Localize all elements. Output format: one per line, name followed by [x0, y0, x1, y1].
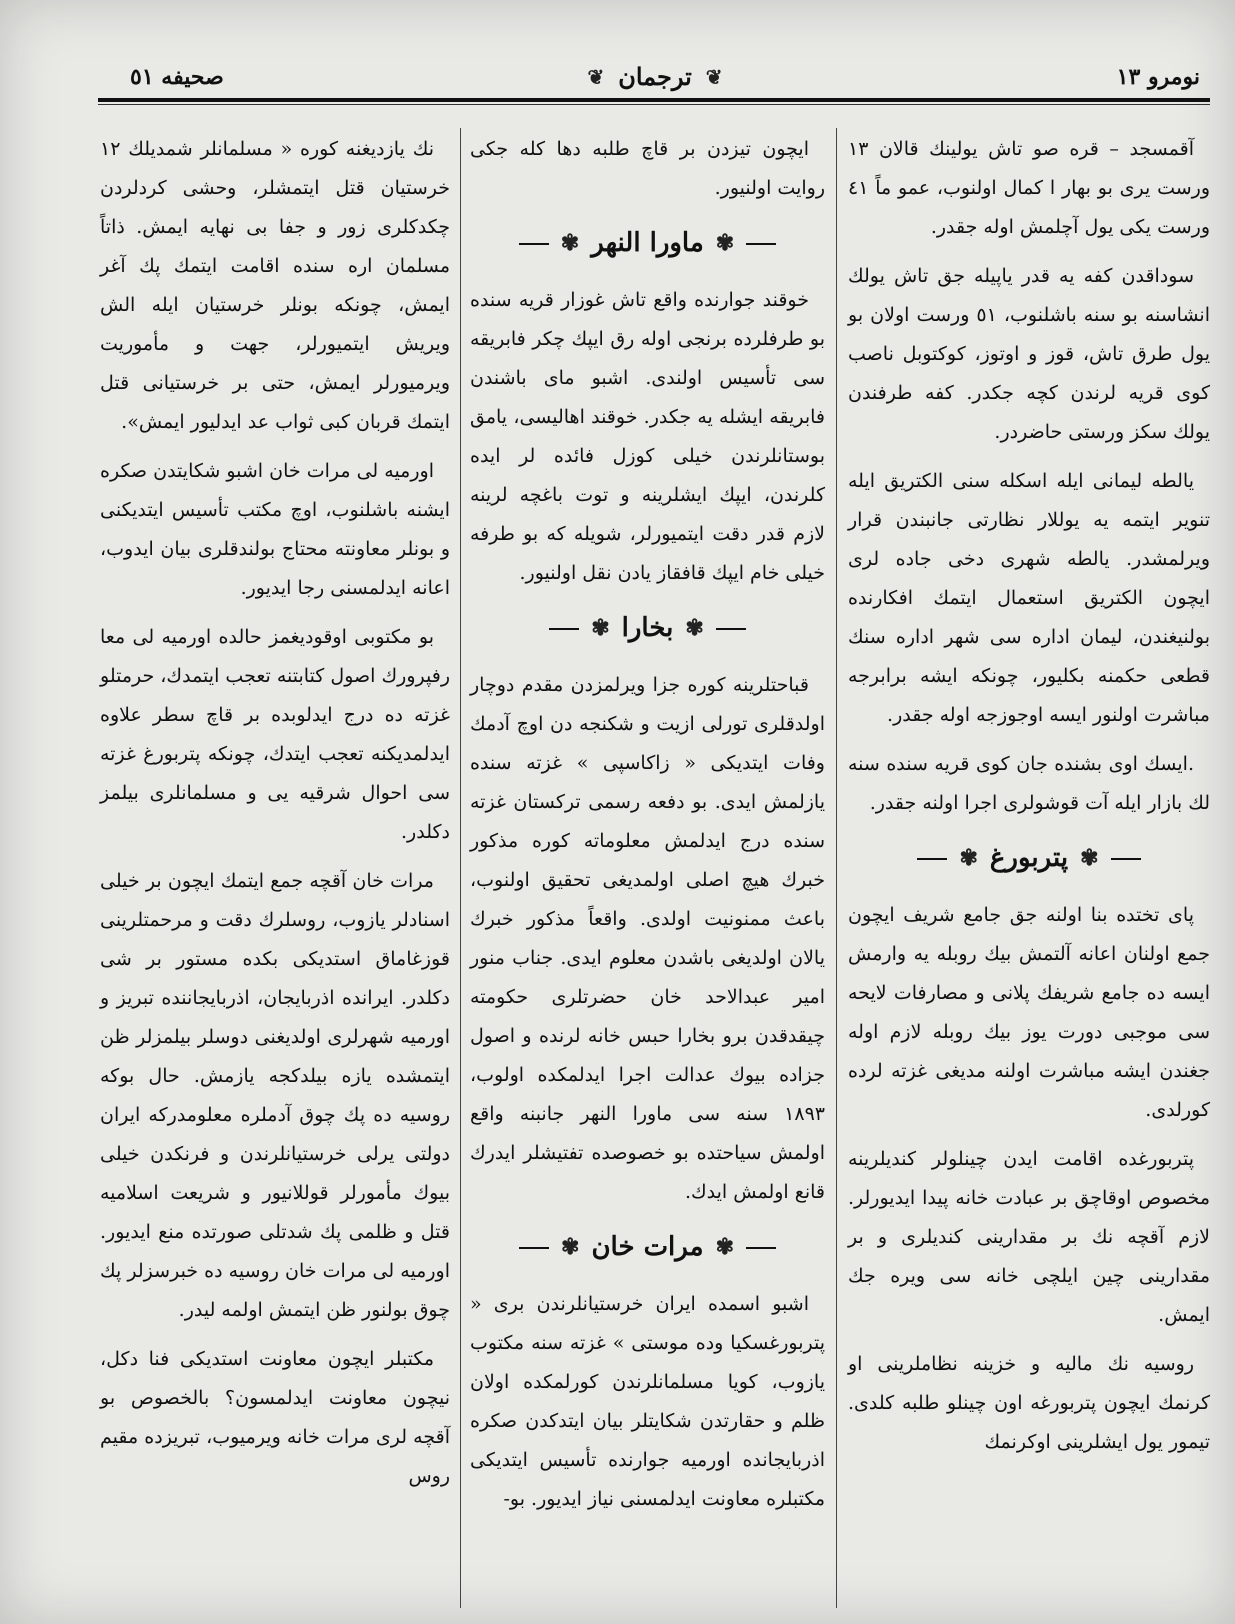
article-paragraph: پتربورغده اقامت ايدن چينلولر كنديلرينه مخصوص اوقاچق بر عبادت خانه پيدا ايديورلر. لازم آقچه نك بر مقدارينى كنديلرى و بر مقدارينى چين ايلچى خانه سى ويره جك ايمش.	[848, 1148, 1210, 1326]
ornament-icon: ✾	[1080, 845, 1099, 871]
section-heading	[848, 839, 1210, 878]
ornament-icon: ✾	[560, 230, 580, 256]
column-right	[848, 130, 1210, 1610]
column-divider	[460, 128, 461, 1608]
section-heading	[470, 1228, 825, 1267]
header-rule-thin	[98, 104, 1210, 105]
section-title: بخارا	[621, 613, 674, 643]
article-paragraph: اشبو اسمده ايران خرستيانلرندن برى « پتربورغسكيا وده موستى » غزته سنه مكتوب يازوب، كويا مسلمانلرندن كورلمكده اولان ظلم و حقارتدن شكايتلر بيان ايتدكدن صكره اذربايجانده اورميه جوارنده تأسيس ايتديكى مكتبلره معاونت ايدلمسنى نياز ايديور. بو-	[470, 1293, 825, 1510]
article-paragraph: خوقند جوارنده واقع تاش غوزار قريه سنده بو طرفلرده برنجى اوله رق ايپك چكر فابريقه سى تأسيس اولندى. اشبو ماى باشندن فابريقه ايشله يه جكدر. خوقند اهاليسى، يامق بوستانلرندن خيلى كوزل فائده لر ايده كلرندن، ايپك ايشلرينه و توت باغچه لرينه لازم قدر دقت ايتميورلر، شويله كه بو طرفه خيلى خام ايپك قافقاز يادن نقل اولنيور.	[470, 289, 825, 584]
column-middle	[470, 130, 825, 1610]
ornament-icon: ✾	[685, 615, 704, 641]
article-paragraph: يالطه ليمانى ايله اسكله سنى الكتريق ايله تنوير ايتمه يه يوللار نظارتى جانبندن قرار ويرلمشدر. يالطه شهرى دخى جاده لرى ايچون الكتريق استعمال ايتمك افكارنده بولنيغندن، ليمان اداره سى شهر اداره سنك قطعى حكمنه بكليور، چونكه ايشه برابرجه مباشرت اولنور ايسه اوجوزجه اوله جقدر.	[848, 470, 1210, 726]
ornament-icon: ✾	[715, 1234, 734, 1260]
header-rule	[98, 98, 1210, 102]
page-number: صحيفه ٥١	[130, 64, 224, 90]
ornament-icon: ✾	[561, 1234, 580, 1260]
article-paragraph: اورميه لى مرات خان اشبو شكايتدن صكره ايشنه باشلنوب، اوچ مكتب تأسيس ايتديكنى و بونلر معاونته محتاج بولندقلرى بيان ايدوب، اعانه ايدلمسنى رجا ايديور.	[100, 460, 450, 599]
article-paragraph: آقمسجد – قره صو تاش يولينك قالان ١٣ ورست يرى بو بهار ا كمال اولنوب، عمو ماً ٤١ ورست يكى يول آچلمش اوله جقدر.	[848, 138, 1210, 238]
ornament-icon: ✾	[715, 230, 735, 256]
ornament-icon: ❦	[705, 64, 723, 89]
masthead	[587, 62, 722, 91]
article-paragraph: مكتبلر ايچون معاونت استديكى فنا دكل، نيچون معاونت ايدلمسون؟ بالخصوص بو آقچه لرى مرات خانه ويرميوب، تبريزده مقيم روس	[100, 1348, 450, 1487]
article-paragraph: قباحتلرينه كوره جزا ويرلمزدن مقدم دوچار اولدقلرى تورلى ازيت و شكنجه دن اوچ آدمك وفات ايتديكى « زاكاسپى » غزته سنده يازلمش ايدى. بو دفعه رسمى تركستان غزته سنده درج ايدلمش معلوماته كوره مذكور خبرك هيچ اصلى اولمديغى تحقيق اولنوب، باعث ممنونيت اولدى. واقعاً مذكور خبرك يالان اولديغى باشدن معلوم ايدى. جناب منور امير عبدالاحد خان حضرتلرى حكومته چيقدقدن برو بخارا حبس خانه لرنده و اصول جزاده بيوك عدالت اجرا ايدلمكده اولوب، ١٨٩٣ سنه سى ماورا النهر جانبنه واقع اولمش سياحتده بو خصوصده تفتيشلر ايدرك قانع اولمش ايدك.	[470, 674, 825, 1203]
article-paragraph: بو مكتوبى اوقوديغمز حالده اورميه لى معا رفپرورك اصول كتابتنه تعجب ايتمدك، حرمتلو غزته ده درج ايدلوبده بر قاچ سطر علاوه ايدلمديكنه تعجب ايتدك، چونكه پتربورغ غزته سى احوال شرقيه يى و مسلمانلرى بيلمز دكلدر.	[100, 626, 450, 843]
issue-number: نومرو ١٣	[1116, 64, 1200, 90]
ornament-icon: ✾	[959, 845, 978, 871]
section-title: پتربورغ	[989, 843, 1069, 873]
article-paragraph: سوداقدن كفه يه قدر ياپيله جق تاش يولك انشاسنه بو سنه باشلنوب، ٥١ ورست اولان بو يول طرق تاش، قوز و اوتوز، كوكتوبل ناصب كوى قريه لرندن كچه جكدر. كفه طرفندن يولك سكز ورستى حاضردر.	[848, 265, 1210, 443]
section-title: ماورا النهر	[591, 228, 704, 258]
newspaper-title: ترجمان	[618, 62, 692, 91]
article-paragraph: مرات خان آقچه جمع ايتمك ايچون بر خيلى اسنادلر يازوب، روسلرك دقت و مرحمتلرينى قوزغاماق استديكى بكده مستور بر شى دكلدر. ايرانده اذربايجان، اذربايجاننده تبريز و اورميه شهرلرى اولديغنى دوسلر بيلمزلر ظن ايتمشده يازه بيلدكجه يازمش. حال بوكه روسيه ده پك چوق آدملره معلومدركه ايران دولتى يرلى خرستيانلرندن و فرنكدن خيلى بيوك مأمورلر قوللانيور و شريعت اسلاميه قتل و ظلمى پك شدتلى صورتده منع ايديور. اورميه لى مرات خان روسيه ده خبرسزلر پك چوق بولنور ظن ايتمش اولمه ليدر.	[100, 870, 450, 1321]
article-paragraph: .ايسك اوى بشنده جان كوى قريه سنده سنه لك بازار ايله آت قوشولرى اجرا اولنه جقدر.	[848, 753, 1210, 814]
column-divider	[836, 128, 837, 1608]
article-paragraph: پاى تختده بنا اولنه جق جامع شريف ايچون جمع اولنان اعانه آلتمش بيك روبله يه وارمش ايسه ده جامع شريفك پلانى و مصارفات لايحه سى موجبى دورت يوز بيك روبله لازم اوله جغندن ايشه مباشرت اولنه مديغى غزته لرده كورلدى.	[848, 904, 1210, 1121]
column-left	[100, 130, 450, 1610]
section-heading	[470, 609, 825, 648]
ornament-icon: ✾	[591, 615, 610, 641]
section-heading	[470, 224, 825, 263]
article-paragraph: روسيه نك ماليه و خزينه نظاملرينى او كرنمك ايچون پتربورغه اون چينلو طلبه كلدى. تيمور يول ايشلرينى اوكرنمك	[848, 1353, 1210, 1453]
section-title: مرات خان	[591, 1232, 704, 1262]
article-paragraph: ايچون تيزدن بر قاچ طلبه دها كله جكى روايت اولنيور.	[470, 138, 825, 199]
article-paragraph: نك يازديغنه كوره « مسلمانلر شمديلك ١٢ خرستيان قتل ايتمشلر، وحشى كردلردن چكدكلرى زور و جفا بى نهايه ايمش. ذاتاً مسلمان اره سنده اقامت ايتمك پك آغر ايمش، چونكه بونلر خرستيان ايله الش ويريش ايتميورلر، جهت و مأموريت ويرميورلر ايمش، حتى بر خرستيانى قتل ايتمك قربان كبى ثواب عد ايدليور ايمش».	[100, 138, 450, 433]
ornament-icon: ❦	[587, 64, 605, 89]
page-header	[100, 62, 1210, 98]
